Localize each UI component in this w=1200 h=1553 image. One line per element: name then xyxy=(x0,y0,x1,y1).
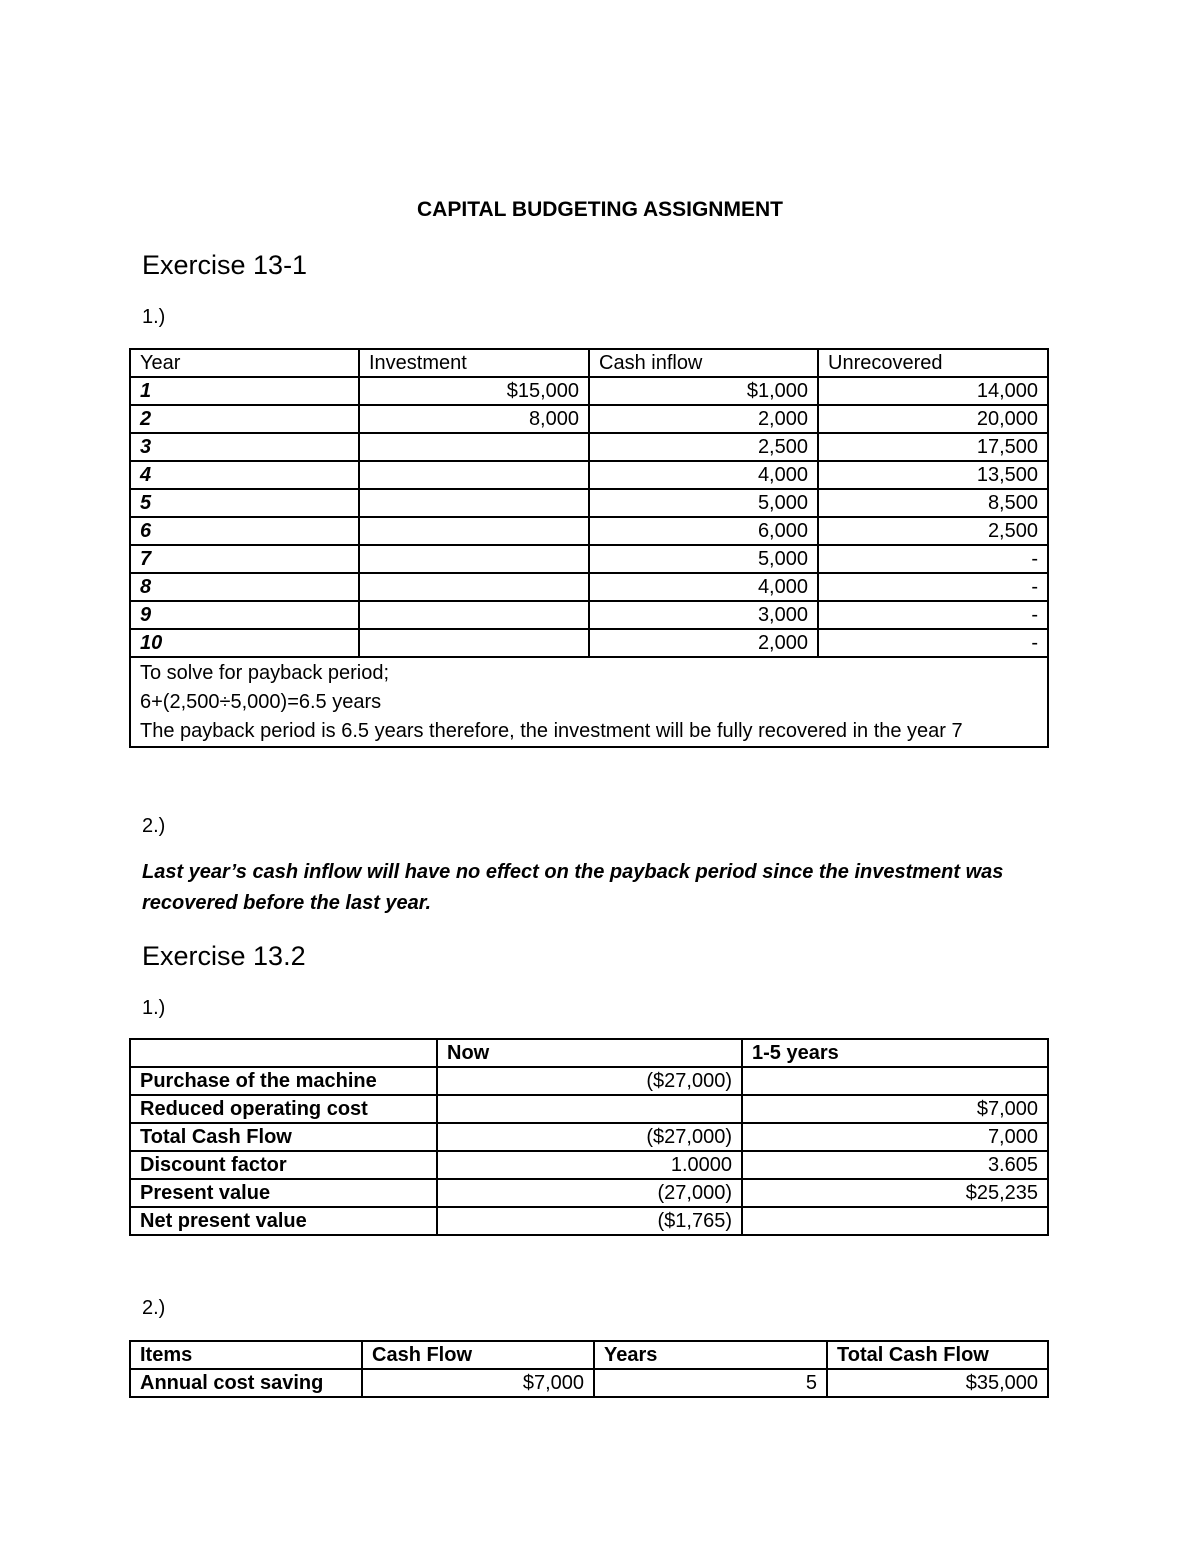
ex1-part2-label: 2.) xyxy=(142,815,166,837)
now-cell: ($27,000) xyxy=(437,1123,742,1151)
unrecovered-cell: - xyxy=(818,629,1048,657)
table-row xyxy=(130,1207,1048,1235)
year-cell: 1 xyxy=(130,377,359,405)
year-cell: 5 xyxy=(130,489,359,517)
cost-saving-table xyxy=(129,1340,1049,1398)
header-items: Items xyxy=(130,1341,362,1369)
table-header-row xyxy=(130,1039,1048,1067)
row-label: Net present value xyxy=(130,1207,437,1235)
table-row xyxy=(130,601,1048,629)
exercise-13-2-heading: Exercise 13.2 xyxy=(142,941,306,971)
investment-cell xyxy=(359,461,589,489)
header-total-cash-flow: Total Cash Flow xyxy=(827,1341,1048,1369)
years-cell: $7,000 xyxy=(742,1095,1048,1123)
investment-cell xyxy=(359,629,589,657)
payback-note-line: To solve for payback period; xyxy=(140,662,390,684)
investment-cell xyxy=(359,573,589,601)
years-cell: $25,235 xyxy=(742,1179,1048,1207)
year-cell: 8 xyxy=(130,573,359,601)
investment-cell xyxy=(359,601,589,629)
header-years: Years xyxy=(594,1341,827,1369)
ex2-part1-label: 1.) xyxy=(142,997,166,1019)
years-cell xyxy=(742,1067,1048,1095)
document-title: CAPITAL BUDGETING ASSIGNMENT xyxy=(417,198,783,221)
ex2-part2-label: 2.) xyxy=(142,1297,166,1319)
inflow-cell: 3,000 xyxy=(589,601,818,629)
header-year: Year xyxy=(130,349,359,377)
inflow-cell: 4,000 xyxy=(589,461,818,489)
table-row xyxy=(130,1067,1048,1095)
investment-cell: 8,000 xyxy=(359,405,589,433)
investment-cell xyxy=(359,545,589,573)
inflow-cell: 2,500 xyxy=(589,433,818,461)
table-row xyxy=(130,573,1048,601)
ex1-part1-label: 1.) xyxy=(142,306,166,328)
exercise-13-1-heading: Exercise 13-1 xyxy=(142,250,308,280)
years-cell: 7,000 xyxy=(742,1123,1048,1151)
unrecovered-cell: - xyxy=(818,601,1048,629)
unrecovered-cell: 17,500 xyxy=(818,433,1048,461)
row-label: Reduced operating cost xyxy=(130,1095,437,1123)
unrecovered-cell: 14,000 xyxy=(818,377,1048,405)
unrecovered-cell: - xyxy=(818,545,1048,573)
table-row xyxy=(130,629,1048,657)
unrecovered-cell: - xyxy=(818,573,1048,601)
payback-table xyxy=(129,348,1049,748)
unrecovered-cell: 13,500 xyxy=(818,461,1048,489)
years-cell xyxy=(742,1207,1048,1235)
inflow-cell: 2,000 xyxy=(589,629,818,657)
table-row xyxy=(130,433,1048,461)
total-cell: $35,000 xyxy=(827,1369,1048,1397)
now-cell: ($1,765) xyxy=(437,1207,742,1235)
years-cell: 5 xyxy=(594,1369,827,1397)
table-row xyxy=(130,545,1048,573)
unrecovered-cell: 8,500 xyxy=(818,489,1048,517)
header-cash-flow: Cash Flow xyxy=(362,1341,594,1369)
year-cell: 3 xyxy=(130,433,359,461)
year-cell: 9 xyxy=(130,601,359,629)
table-row xyxy=(130,1369,1048,1397)
header-unrecovered: Unrecovered xyxy=(818,349,1048,377)
cash-flow-cell: $7,000 xyxy=(362,1369,594,1397)
inflow-cell: 5,000 xyxy=(589,489,818,517)
now-cell: (27,000) xyxy=(437,1179,742,1207)
table-row xyxy=(130,405,1048,433)
year-cell: 10 xyxy=(130,629,359,657)
row-label: Total Cash Flow xyxy=(130,1123,437,1151)
unrecovered-cell: 2,500 xyxy=(818,517,1048,545)
header-now: Now xyxy=(437,1039,742,1067)
table-header-row xyxy=(130,349,1048,377)
investment-cell xyxy=(359,489,589,517)
table-row xyxy=(130,1151,1048,1179)
table-row xyxy=(130,1095,1048,1123)
payback-note-line: The payback period is 6.5 years therefore, the investment will be fully recovered in the year 7 xyxy=(140,720,963,742)
payback-note-cell xyxy=(130,657,1048,747)
now-cell: 1.0000 xyxy=(437,1151,742,1179)
inflow-cell: 2,000 xyxy=(589,405,818,433)
row-label: Purchase of the machine xyxy=(130,1067,437,1095)
header-blank xyxy=(130,1039,437,1067)
payback-note-line: 6+(2,500÷5,000)=6.5 years xyxy=(140,691,382,713)
inflow-cell: 5,000 xyxy=(589,545,818,573)
table-row xyxy=(130,517,1048,545)
now-cell xyxy=(437,1095,742,1123)
npv-table xyxy=(129,1038,1049,1236)
header-1-5-years: 1-5 years xyxy=(742,1039,1048,1067)
table-row xyxy=(130,1179,1048,1207)
table-row xyxy=(130,377,1048,405)
header-cash-inflow: Cash inflow xyxy=(589,349,818,377)
table-row xyxy=(130,489,1048,517)
investment-cell xyxy=(359,517,589,545)
year-cell: 6 xyxy=(130,517,359,545)
payback-note-row xyxy=(130,657,1048,747)
table-header-row xyxy=(130,1341,1048,1369)
unrecovered-cell: 20,000 xyxy=(818,405,1048,433)
investment-cell xyxy=(359,433,589,461)
inflow-cell: 4,000 xyxy=(589,573,818,601)
investment-cell: $15,000 xyxy=(359,377,589,405)
years-cell: 3.605 xyxy=(742,1151,1048,1179)
year-cell: 7 xyxy=(130,545,359,573)
item-cell: Annual cost saving xyxy=(130,1369,362,1397)
inflow-cell: $1,000 xyxy=(589,377,818,405)
inflow-cell: 6,000 xyxy=(589,517,818,545)
year-cell: 2 xyxy=(130,405,359,433)
year-cell: 4 xyxy=(130,461,359,489)
ex1-part2-answer: Last year’s cash inflow will have no effect on the payback period since the investment was recovered before the last year. xyxy=(142,861,1004,914)
header-investment: Investment xyxy=(359,349,589,377)
now-cell: ($27,000) xyxy=(437,1067,742,1095)
row-label: Present value xyxy=(130,1179,437,1207)
table-row xyxy=(130,1123,1048,1151)
row-label: Discount factor xyxy=(130,1151,437,1179)
table-row xyxy=(130,461,1048,489)
